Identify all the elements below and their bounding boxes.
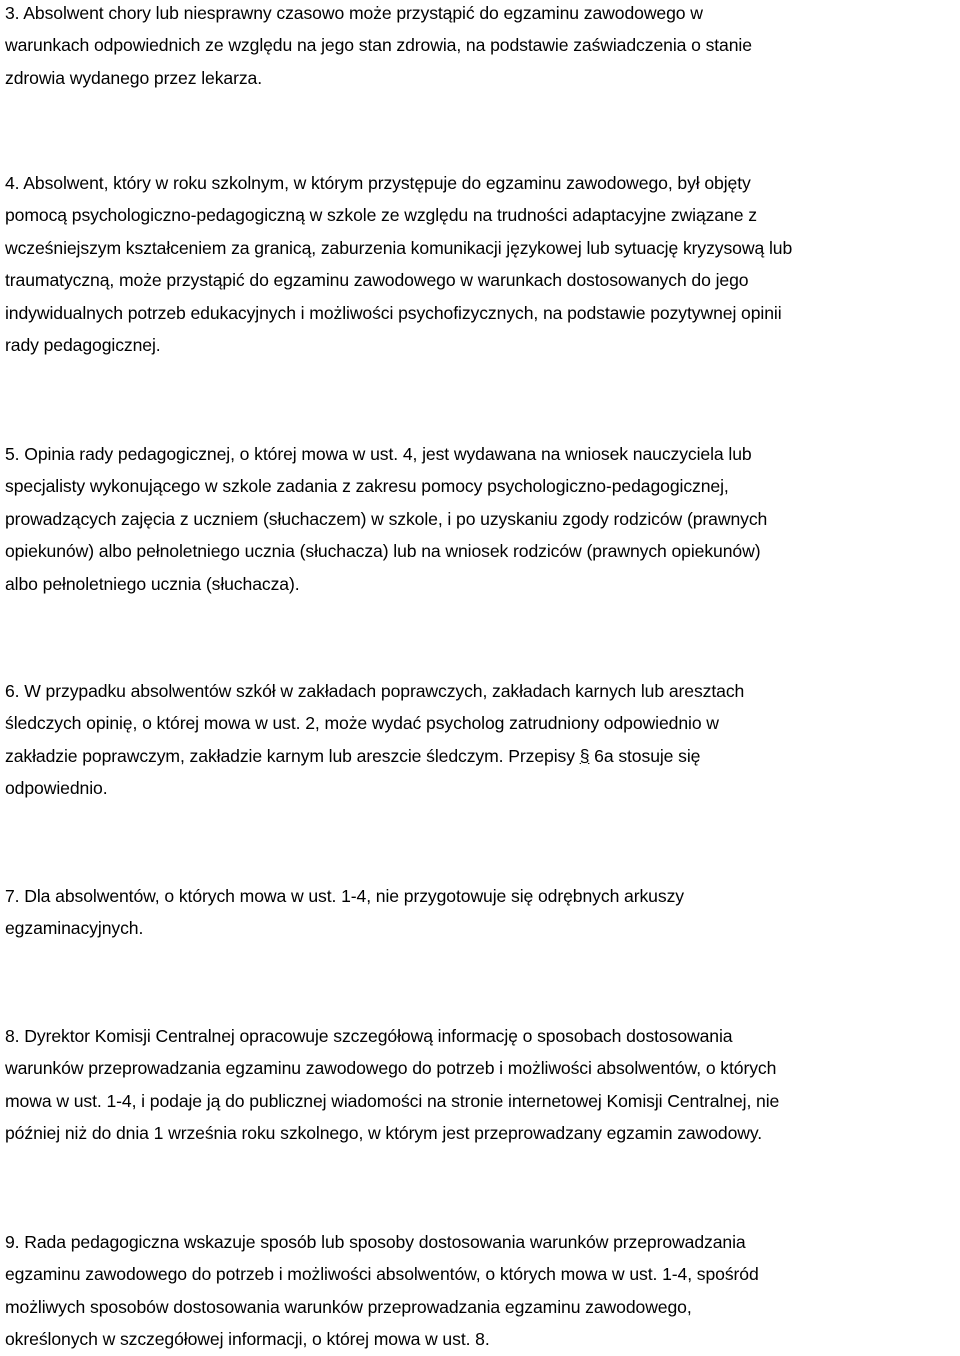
section-symbol-link[interactable]: §: [579, 745, 590, 766]
paragraph-6: [5, 675, 956, 805]
paragraph-9: 9. Rada pedagogiczna wskazuje sposób lub sposoby dostosowania warunków przeprowadzania egzaminu zawodowego do potrzeb i możliwości absolwentów, o których mowa w ust. 1-4, spośród możliwych sposobów dostosowania warunków przeprowadzania egzaminu zawodowego, określonych w szczegółowej informacji, o której mowa w ust. 8.: [5, 1232, 759, 1350]
paragraph-7: 7. Dla absolwentów, o których mowa w ust. 1-4, nie przygotowuje się odrębnych arkuszy egzaminacyjnych.: [5, 886, 684, 939]
paragraph-6-text-after: 6a stosuje się odpowiednio.: [5, 745, 701, 799]
paragraph-6-text-before: 6. W przypadku absolwentów szkół w zakładach poprawczych, zakładach karnych lub aresztach śledczych opinię, o której mowa w ust. 2, może wydać psycholog zatrudniony odpowiednio w zakładzie poprawczym, zakładzie karnym lub areszcie śledczym. Przepisy: [5, 681, 745, 766]
paragraph-8: 8. Dyrektor Komisji Centralnej opracowuje szczegółową informację o sposobach dostosowania warunków przeprowadzania egzaminu zawodowego do potrzeb i możliwości absolwentów, o których mowa w ust. 1-4, i podaje ją do publicznej wiadomości na stronie internetowej Komisji Centralnej, nie później niż do dnia 1 września roku szkolnego, w którym jest przeprowadzany egzamin zawodowy.: [5, 1026, 780, 1144]
paragraph-4: 4. Absolwent, który w roku szkolnym, w którym przystępuje do egzaminu zawodowego, był objęty pomocą psychologiczno-pedagogiczną w szkole ze względu na trudności adaptacyjne związane z wcześniejszym kształceniem za granicą, zaburzenia komunikacji językowej lub sytuację kryzysową lub traumatyczną, może przystąpić do egzaminu zawodowego w warunkach dostosowanych do jego indywidualnych potrzeb edukacyjnych i możliwości psychofizycznych, na podstawie pozytywnej opinii rady pedagogicznej.: [5, 173, 793, 356]
paragraph-3: 3. Absolwent chory lub niesprawny czasowo może przystąpić do egzaminu zawodowego w warunkach odpowiednich ze względu na jego stan zdrowia, na podstawie zaświadczenia o stanie zdrowia wydanego przez lekarza.: [5, 3, 752, 88]
paragraph-5: 5. Opinia rady pedagogicznej, o której mowa w ust. 4, jest wydawana na wniosek nauczyciela lub specjalisty wykonującego w szkole zadania z zakresu pomocy psychologiczno-pedagogicznej, prowadzących zajęcia z uczniem (słuchaczem) w szkole, i po uzyskaniu zgody rodziców (prawnych opiekunów) albo pełnoletniego ucznia (słuchacza) lub na wniosek rodziców (prawnych opiekunów) albo pełnoletniego ucznia (słuchacza).: [5, 444, 768, 594]
